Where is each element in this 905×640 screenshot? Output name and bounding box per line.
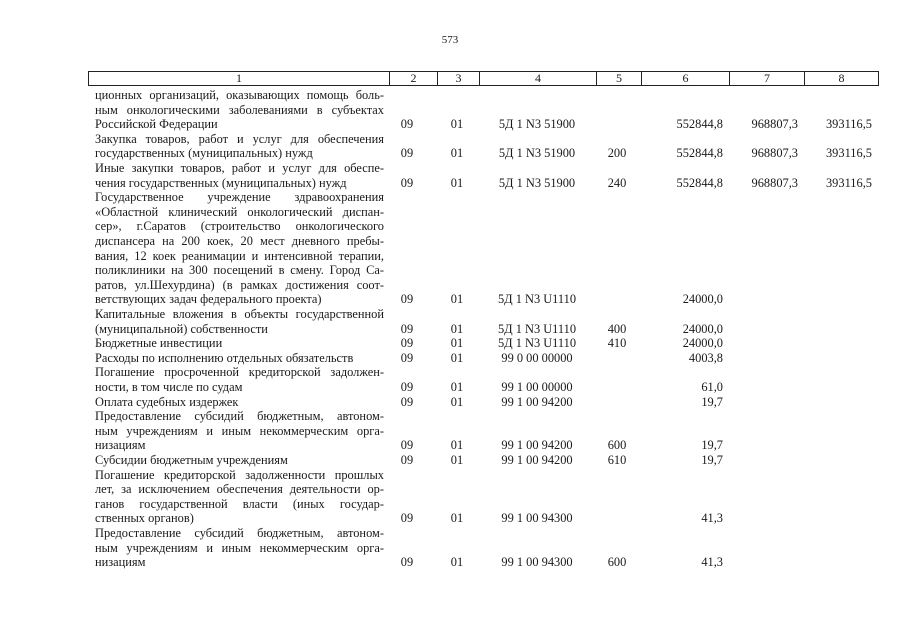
section-code: 09 (400, 511, 414, 526)
page-number: 573 (441, 34, 459, 46)
target-article-code: 99 0 00 00000 (501, 350, 573, 365)
subsection-code: 01 (450, 292, 464, 307)
row-description (95, 190, 384, 307)
expense-type-code: 610 (607, 452, 627, 467)
row-description (95, 468, 384, 526)
row-description (95, 365, 384, 394)
description-line: чения государственных (муниципальных) нужд (95, 175, 347, 190)
section-code: 09 (400, 438, 414, 453)
target-article-code: 5Д 1 N3 U1110 (497, 336, 577, 351)
amount-col-8: 393116,5 (825, 117, 872, 132)
header-col-2: 2 (389, 72, 437, 85)
amount-col-6: 19,7 (701, 394, 723, 409)
target-article-code: 99 1 00 94200 (501, 438, 573, 453)
section-code: 09 (400, 175, 414, 190)
table-row (0, 395, 905, 410)
row-description (95, 336, 384, 351)
row-description (95, 132, 384, 161)
header-col-1: 1 (236, 71, 242, 85)
amount-col-7: 968807,3 (751, 146, 798, 161)
description-line: Закупка товаров, работ и услуг для обеспечения (95, 131, 384, 146)
description-line: ганов государственной власти (иных государ- (95, 496, 384, 511)
row-description (95, 453, 384, 468)
table-row (0, 351, 905, 366)
description-line: сер», г.Саратов (строительство онкологического (95, 219, 384, 234)
table-row (0, 336, 905, 351)
description-line: Субсидии бюджетным учреждениям (95, 452, 288, 467)
target-article-code: 99 1 00 94200 (501, 394, 573, 409)
target-article-code: 99 1 00 94300 (501, 511, 573, 526)
target-article-code: 5Д 1 N3 51900 (498, 146, 576, 161)
amount-col-6: 552844,8 (676, 146, 723, 161)
subsection-code: 01 (450, 394, 464, 409)
amount-col-6: 41,3 (701, 511, 723, 526)
expense-type-code: 200 (607, 146, 627, 161)
section-code: 09 (400, 321, 414, 336)
amount-col-6: 41,3 (701, 555, 723, 570)
description-line: низациям (95, 555, 146, 570)
amount-col-8: 393116,5 (825, 175, 872, 190)
target-article-code: 5Д 1 N3 U1110 (497, 321, 577, 336)
description-line: Российской Федерации (95, 117, 218, 132)
expense-type-code: 600 (607, 438, 627, 453)
description-line: ности, в том числе по судам (95, 379, 243, 394)
amount-col-6: 24000,0 (682, 292, 723, 307)
subsection-code: 01 (450, 336, 464, 351)
description-line: ционных организаций, оказывающих помощь боль- (95, 88, 384, 102)
subsection-code: 01 (450, 321, 464, 336)
row-description (95, 409, 384, 453)
expense-type-code: 600 (607, 555, 627, 570)
table-row (0, 409, 905, 453)
description-line: Предоставление субсидий бюджетным, автоном- (95, 525, 384, 540)
section-code: 09 (400, 336, 414, 351)
amount-col-6: 552844,8 (676, 117, 723, 132)
description-line: вания, 12 коек реанимации и интенсивной терапии, (95, 248, 384, 263)
table-row (0, 161, 905, 190)
amount-col-6: 552844,8 (676, 175, 723, 190)
description-line: диспансера на 200 коек, 20 мест дневного пребы- (95, 233, 384, 248)
row-description (95, 526, 384, 570)
description-line: Государственное учреждение здравоохранения (95, 190, 384, 205)
amount-col-7: 968807,3 (751, 117, 798, 132)
expense-type-code: 410 (607, 336, 627, 351)
amount-col-7: 968807,3 (751, 175, 798, 190)
target-article-code: 99 1 00 94200 (501, 452, 573, 467)
expense-type-code: 400 (607, 321, 627, 336)
description-line: низациям (95, 438, 146, 453)
description-line: Расходы по исполнению отдельных обязательств (95, 350, 354, 365)
section-code: 09 (400, 146, 414, 161)
subsection-code: 01 (450, 555, 464, 570)
target-article-code: 99 1 00 00000 (501, 379, 573, 394)
description-line: ным учреждениям и иным некоммерческим орга- (95, 423, 384, 438)
table-header (88, 71, 879, 86)
row-description (95, 307, 384, 336)
description-line: государственных (муниципальных) нужд (95, 146, 313, 161)
header-col-6: 6 (641, 72, 729, 85)
table-row (0, 453, 905, 468)
subsection-code: 01 (450, 452, 464, 467)
subsection-code: 01 (450, 146, 464, 161)
header-col-5: 5 (596, 72, 641, 85)
description-line: ветствующих задач федерального проекта) (95, 292, 322, 307)
amount-col-6: 24000,0 (682, 336, 723, 351)
section-code: 09 (400, 350, 414, 365)
description-line: ным учреждениям и иным некоммерческим орга- (95, 540, 384, 555)
row-description (95, 351, 384, 366)
section-code: 09 (400, 555, 414, 570)
section-code: 09 (400, 292, 414, 307)
header-col-8: 8 (804, 72, 878, 85)
amount-col-6: 19,7 (701, 452, 723, 467)
row-description (95, 395, 384, 410)
description-line: лет, за исключением обеспечения деятельности ор- (95, 482, 384, 497)
amount-col-6: 24000,0 (682, 321, 723, 336)
header-col-7: 7 (729, 72, 804, 85)
description-line: (муниципальной) собственности (95, 321, 268, 336)
description-line: ным онкологическими заболеваниями в субъектах (95, 102, 384, 117)
row-description (95, 88, 384, 132)
target-article-code: 5Д 1 N3 51900 (498, 175, 576, 190)
amount-col-6: 19,7 (701, 438, 723, 453)
expense-type-code: 240 (607, 175, 627, 190)
section-code: 09 (400, 379, 414, 394)
amount-col-6: 4003,8 (688, 350, 723, 365)
table-row (0, 190, 905, 307)
description-line: Предоставление субсидий бюджетным, автоном- (95, 409, 384, 424)
description-line: поликлиники на 300 посещений в смену. Город Са- (95, 263, 384, 278)
header-col-4: 4 (479, 72, 596, 85)
subsection-code: 01 (450, 379, 464, 394)
amount-col-6: 61,0 (701, 379, 723, 394)
subsection-code: 01 (450, 175, 464, 190)
description-line: ратов, ул.Шехурдина) (в рамках достижения соот- (95, 277, 384, 292)
subsection-code: 01 (450, 438, 464, 453)
budget-table-body (0, 88, 905, 570)
amount-col-8: 393116,5 (825, 146, 872, 161)
section-code: 09 (400, 452, 414, 467)
row-description (95, 161, 384, 190)
section-code: 09 (400, 394, 414, 409)
description-line: ственных органов) (95, 511, 194, 526)
description-line: Погашение кредиторской задолженности прошлых (95, 467, 384, 482)
header-col-3: 3 (437, 72, 479, 85)
section-code: 09 (400, 117, 414, 132)
description-line: Погашение просроченной кредиторской задолжен- (95, 365, 384, 380)
table-row (0, 468, 905, 526)
table-row (0, 132, 905, 161)
description-line: Оплата судебных издержек (95, 394, 239, 409)
table-row (0, 526, 905, 570)
description-line: Бюджетные инвестиции (95, 336, 223, 351)
description-line: Капитальные вложения в объекты государственной (95, 306, 384, 321)
description-line: Иные закупки товаров, работ и услуг для обеспе- (95, 160, 384, 175)
table-row (0, 365, 905, 394)
subsection-code: 01 (450, 511, 464, 526)
subsection-code: 01 (450, 350, 464, 365)
table-row (0, 307, 905, 336)
target-article-code: 5Д 1 N3 U1110 (497, 292, 577, 307)
table-row (0, 88, 905, 132)
target-article-code: 99 1 00 94300 (501, 555, 573, 570)
target-article-code: 5Д 1 N3 51900 (498, 117, 576, 132)
subsection-code: 01 (450, 117, 464, 132)
description-line: «Областной клинический онкологический диспан- (95, 204, 384, 219)
